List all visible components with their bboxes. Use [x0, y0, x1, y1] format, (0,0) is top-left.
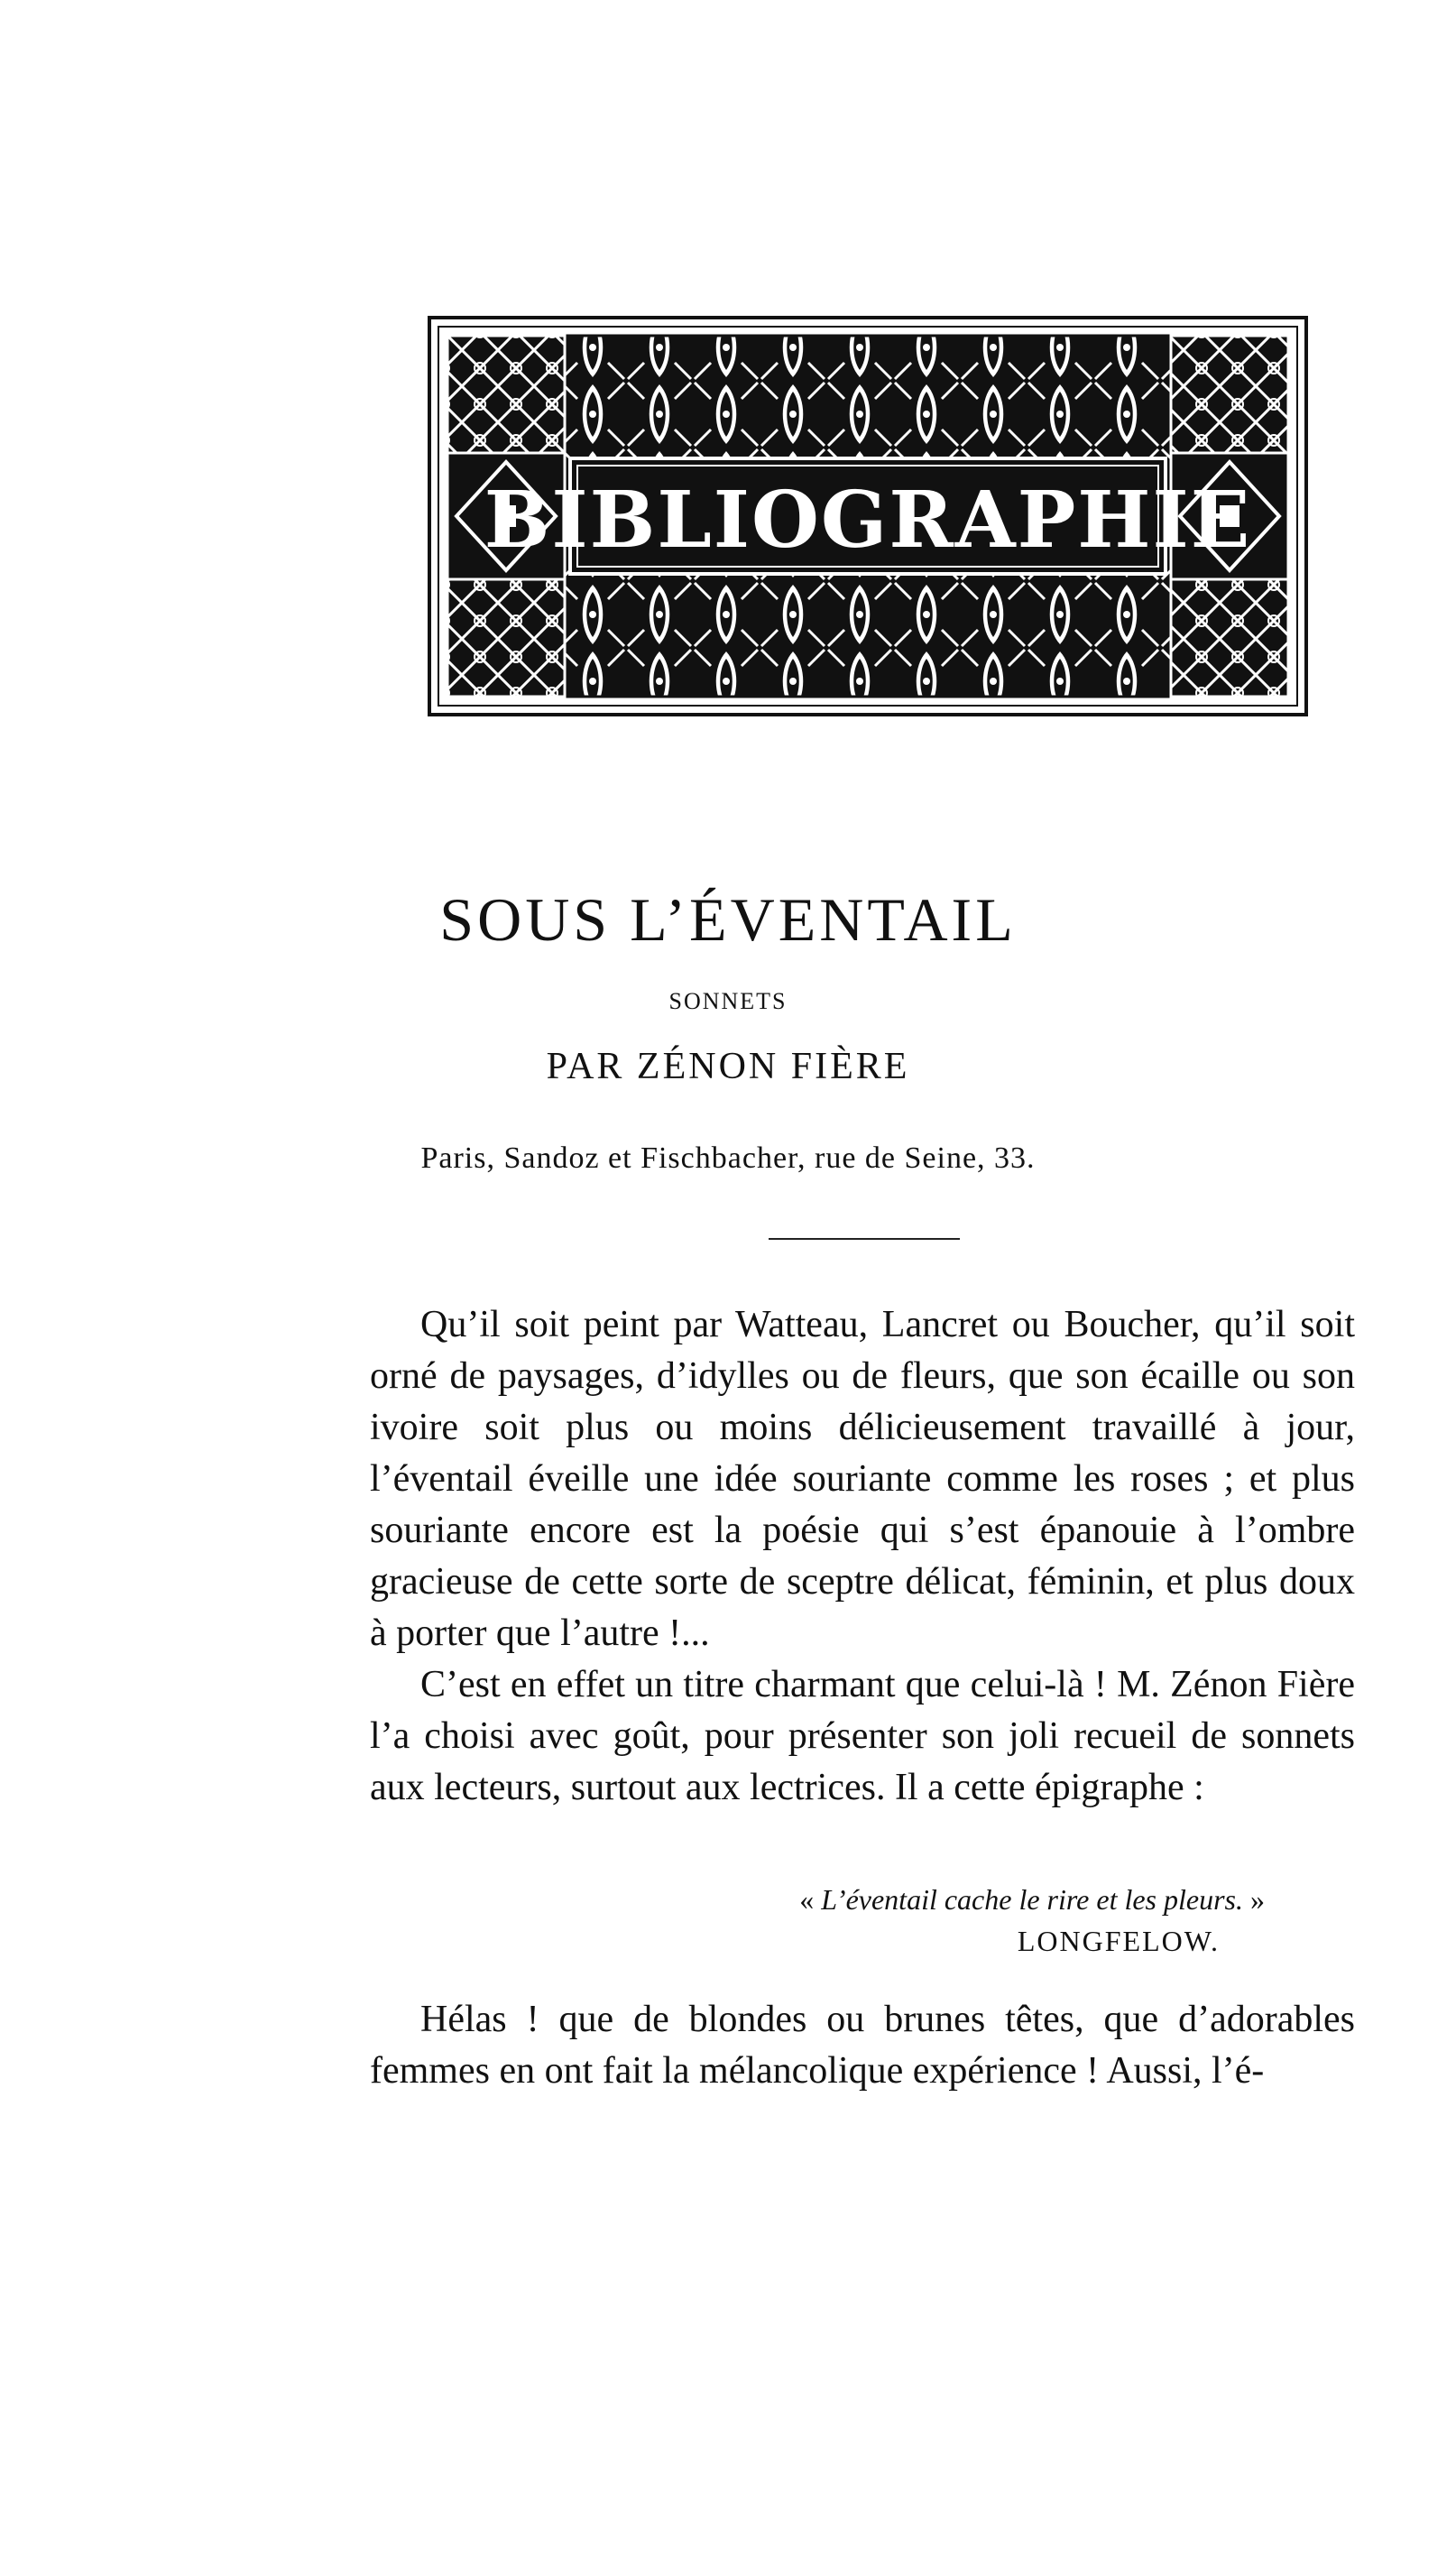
book-author: PAR ZÉNON FIÈRE [546, 1046, 910, 1087]
bibliographie-banner [426, 314, 1310, 727]
epigraph [370, 1879, 1355, 1962]
banner-text: BIBLIOGRAPHIE [484, 475, 1252, 566]
banner-ornament-svg [426, 314, 1310, 727]
epigraph-text: L’éventail cache le rire et les pleurs. [821, 1883, 1243, 1916]
paragraph-2: C’est en effet un titre charmant que celui-là ! M. Zénon Fière l’a choisi avec goût, pour présenter son joli recueil de sonnets aux lecteurs, surtout aux lectrices. Il a cette épigraphe : [370, 1664, 1355, 1808]
article-body-continued [370, 1994, 1355, 2097]
section-divider [769, 1238, 960, 1240]
epigraph-author: LONGFELOW. [1017, 1925, 1220, 1957]
article-body [370, 1299, 1355, 1814]
paragraph-3: Hélas ! que de blondes ou brunes têtes, que d’adorables femmes en ont fait la mélancolique expérience ! Aussi, l’é- [370, 1999, 1355, 2092]
book-subtitle: SONNETS [668, 988, 788, 1014]
paragraph-1: Qu’il soit peint par Watteau, Lancret ou Boucher, qu’il soit orné de paysages, d’idylles ou de fleurs, que son écaille ou son ivoire soit plus ou moins délicieusement travaillé à jour, l’éventail éveille une idée souriante comme les roses ; et plus souriante encore est la poésie qui s’est épanouie à l’ombre gracieuse de cette sorte de sceptre délicat, féminin, et plus doux à porter que l’autre !... [370, 1304, 1355, 1654]
publisher-line: Paris, Sandoz et Fischbacher, rue de Seine, 33. [420, 1141, 1036, 1175]
book-title: SOUS L’ÉVENTAIL [439, 885, 1017, 954]
epigraph-open-mark: « [799, 1883, 815, 1916]
epigraph-close-mark: » [1250, 1883, 1265, 1916]
epigraph-quote [370, 1879, 1355, 1920]
